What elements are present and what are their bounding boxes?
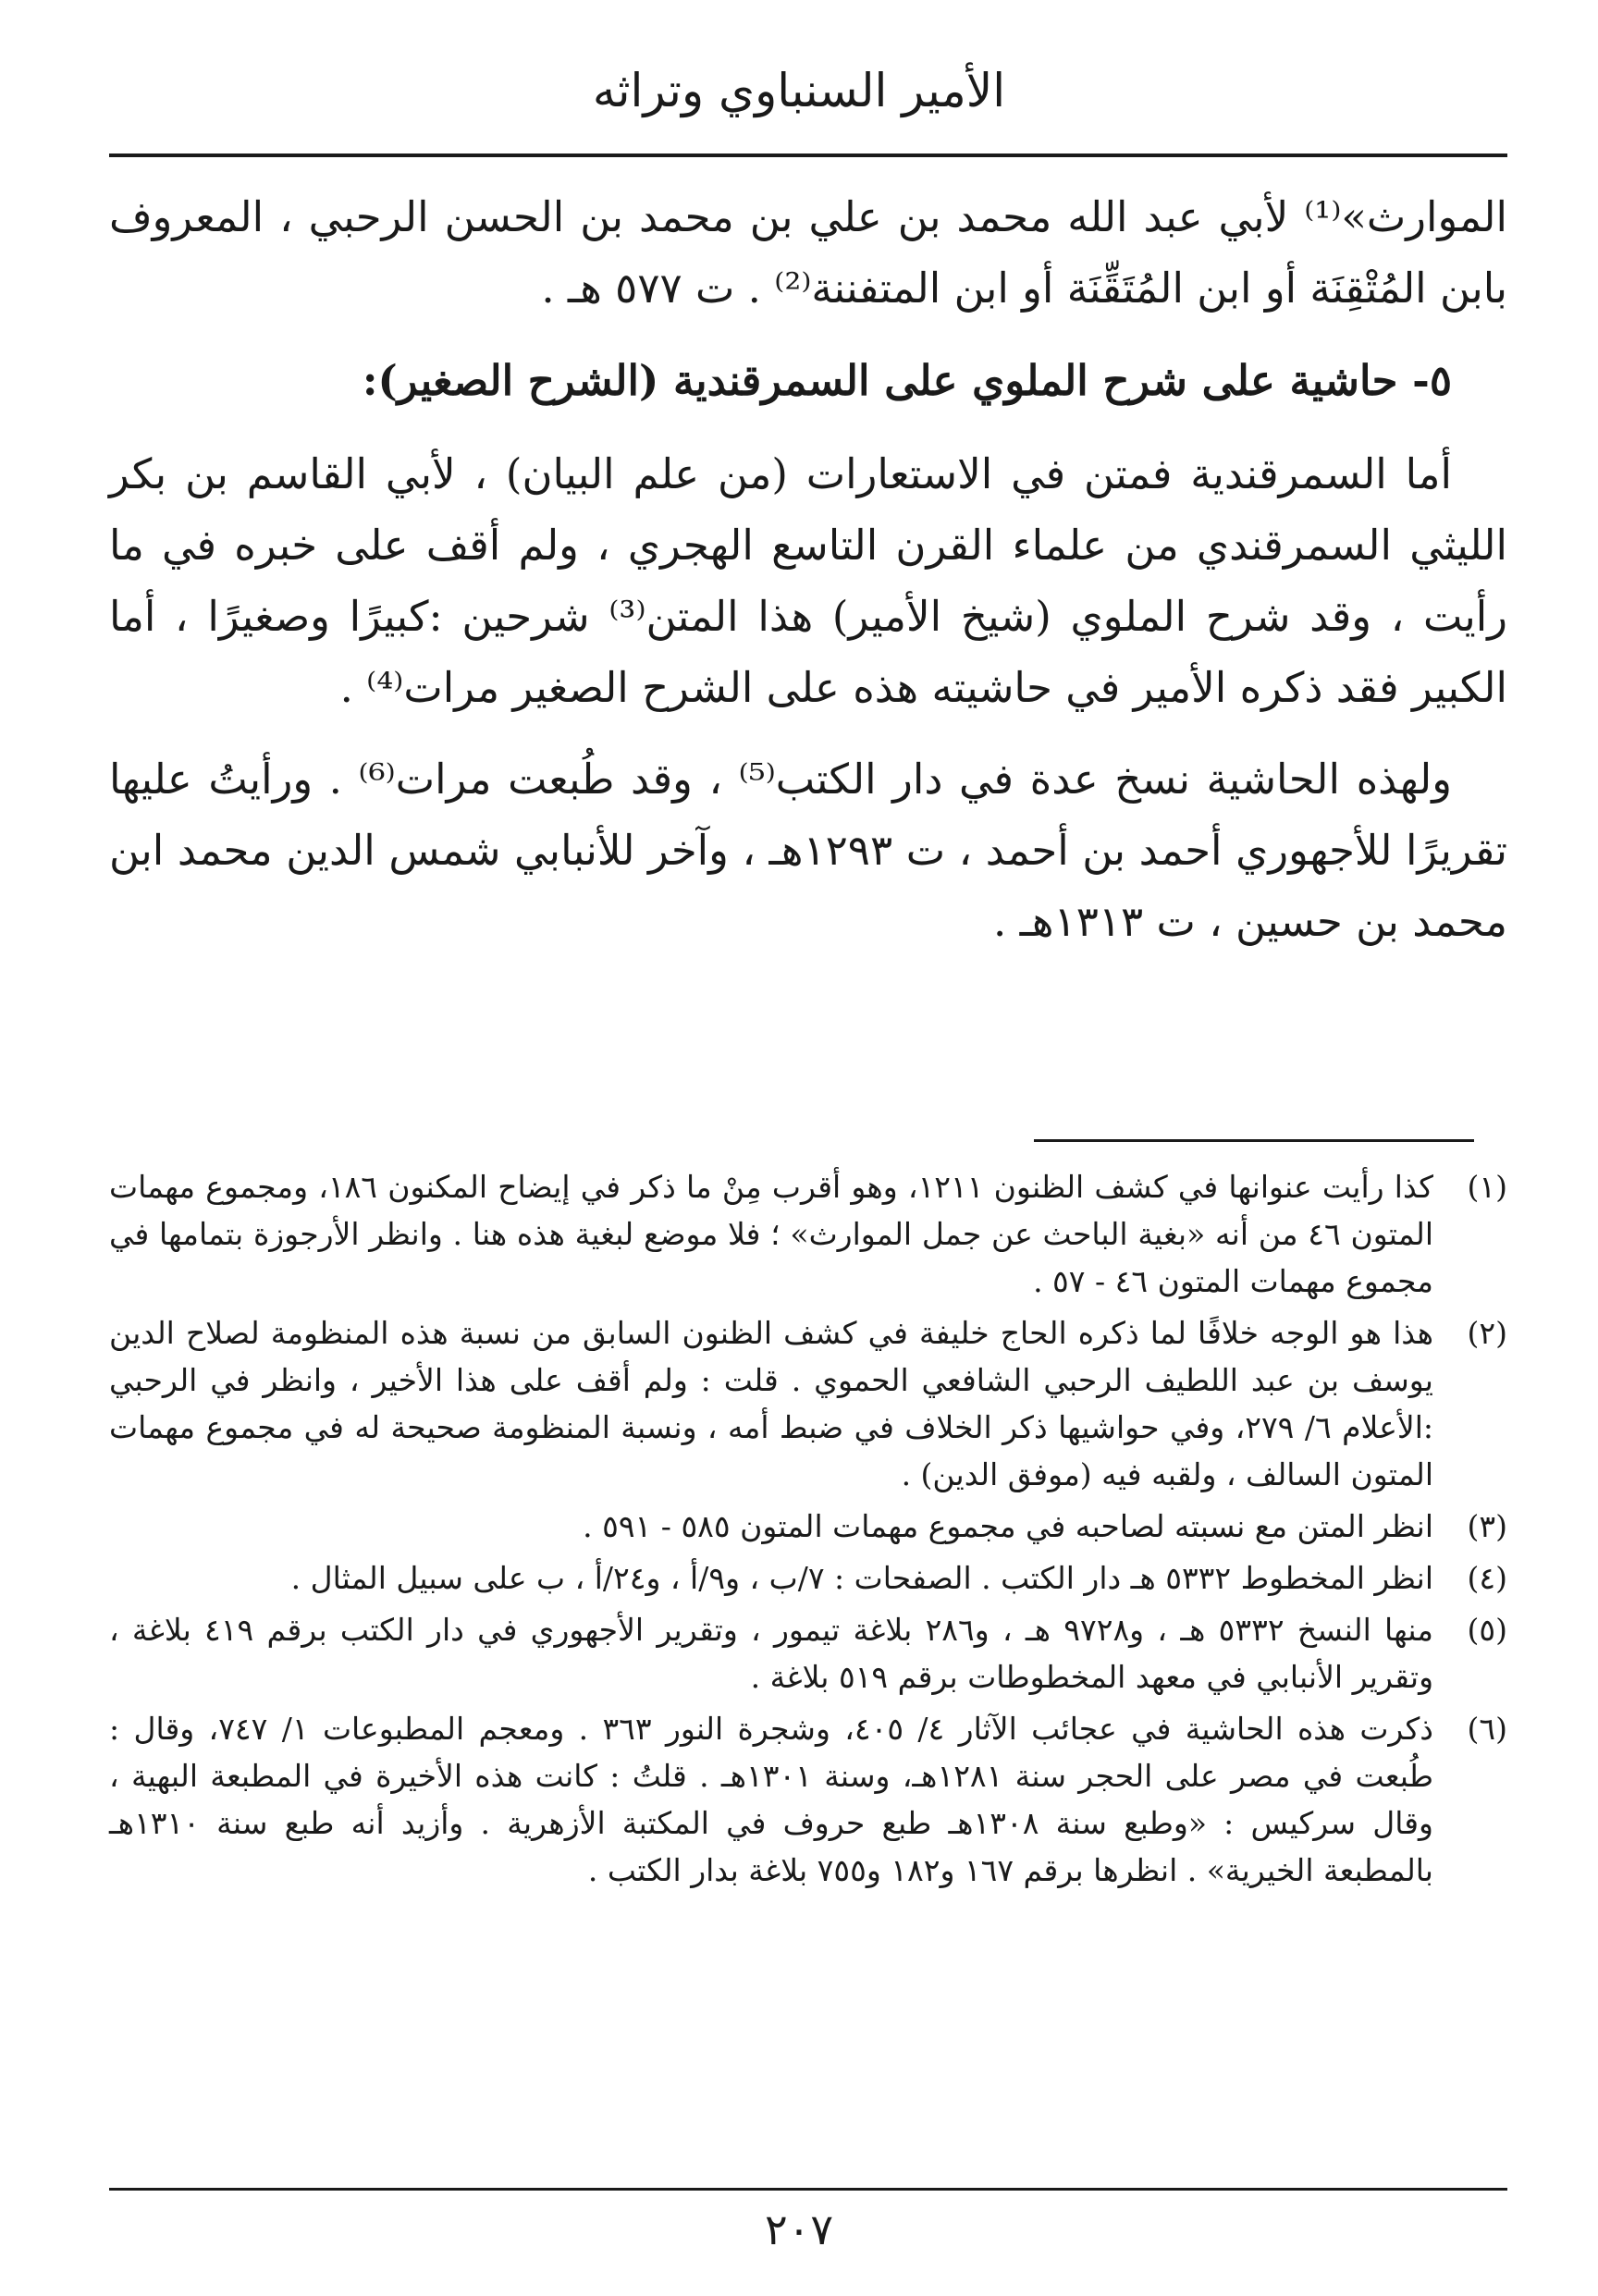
header-rule bbox=[109, 153, 1507, 157]
footnote-text: انظر المخطوط ٥٣٣٢ هـ دار الكتب . الصفحات : ٧/ب ، و٩/أ ، و٢٤/أ ، ب على سبيل المثال . bbox=[290, 1560, 1433, 1596]
footnote-number: (٥) bbox=[1467, 1612, 1507, 1648]
footnote-text: كذا رأيت عنوانها في كشف الظنون ١٢١١، وهو أقرب مِنْ ما ذكر في إيضاح المكنون ١٨٦، ومجموع مهمات المتون ٤٦ من أنه «بغية الباحث عن جمل الموارث» ؛ فلا موضع لبغية هذه هنا . وانظر الأرجوزة بتمامها في مجموع مهمات المتون ٤٦ - ٥٧ . bbox=[109, 1169, 1433, 1299]
section-heading: ٥- حاشية على شرح الملوي على السمرقندية (الشرح الصغير): bbox=[362, 356, 1452, 405]
footnote-text: هذا هو الوجه خلافًا لما ذكره الحاج خليفة في كشف الظنون السابق من نسبة هذه المنظومة لصلاح الدين يوسف بن عبد اللطيف الرحبي الشافعي الحموي . قلت : ولم أقف على هذا الأخير ، وانظر في الرحبي :الأعلام ٦/ ٢٧٩، وفي حواشيها ذكر الخلاف في ضبط أمه ، ونسبة المنظومة صحيحة له في مجموع مهمات المتون السالف ، ولقبه فيه (موفق الدين) . bbox=[109, 1315, 1433, 1492]
footnote-4 bbox=[109, 1554, 1507, 1602]
footnote-text: انظر المتن مع نسبته لصاحبه في مجموع مهمات المتون ٥٨٥ - ٥٩١ . bbox=[583, 1508, 1433, 1544]
page-number: ٢٠٧ bbox=[764, 2204, 834, 2254]
body-paragraph-1: الموارث»⁽¹⁾ لأبي عبد الله محمد بن علي بن محمد بن الحسن الرحبي ، المعروف بابن المُتْقِنَة أو ابن المُتَقِّنَة أو ابن المتفننة⁽²⁾ . ت ٥٧٧ هـ . bbox=[109, 192, 1507, 313]
footnote-number: (١) bbox=[1467, 1169, 1507, 1205]
running-title: الأمير السنباوي وتراثه bbox=[592, 64, 1006, 117]
main-text bbox=[109, 181, 1507, 977]
footnote-text: ذكرت هذه الحاشية في عجائب الآثار ٤/ ٤٠٥، وشجرة النور ٣٦٣ . ومعجم المطبوعات ١/ ٧٤٧، وقال : طُبعت في مصر على الحجر سنة ١٢٨١هـ، وسنة ١٣٠١هـ . قلتُ : كانت هذه الأخيرة في المطبعة البهية ، وقال سركيس : «وطبع سنة ١٣٠٨هـ طبع حروف في المكتبة الأزهرية . وأزيد أنه طبع سنة ١٣١٠هـ بالمطبعة الخيرية» . انظرها برقم ١٦٧ و١٨٢ و٧٥٥ بلاغة بدار الكتب . bbox=[109, 1711, 1434, 1888]
footnote-1 bbox=[109, 1163, 1507, 1305]
footnote-3 bbox=[109, 1503, 1507, 1550]
footnote-text: منها النسخ ٥٣٣٢ هـ ، و٩٧٢٨ هـ ، و٢٨٦ بلاغة تيمور ، وتقرير الأجهوري في دار الكتب برقم ٤١٩ بلاغة ، وتقرير الأنبابي في معهد المخطوطات برقم ٥١٩ بلاغة . bbox=[109, 1612, 1433, 1695]
footnotes bbox=[109, 1163, 1507, 1898]
footnote-5 bbox=[109, 1606, 1507, 1701]
body-paragraph-2: أما السمرقندية فمتن في الاستعارات (من علم البيان) ، لأبي القاسم بن بكر الليثي السمرقندي من علماء القرن التاسع الهجري ، ولم أقف على خبره في ما رأيت ، وقد شرح الملوي (شيخ الأمير) هذا المتن⁽³⁾ شرحين :كبيرًا وصغيرًا ، أما الكبير فقد ذكره الأمير في حاشيته هذه على الشرح الصغير مرات⁽⁴⁾ . bbox=[109, 449, 1507, 712]
body-paragraph-3: ولهذه الحاشية نسخ عدة في دار الكتب⁽⁵⁾ ، وقد طُبعت مرات⁽⁶⁾ . ورأيتُ عليها تقريرًا للأجهوري أحمد بن أحمد ، ت ١٢٩٣هـ ، وآخر للأنبابي شمس الدين محمد ابن محمد بن حسين ، ت ١٣١٣هـ . bbox=[109, 755, 1507, 946]
footnote-number: (٢) bbox=[1467, 1315, 1507, 1351]
footnote-number: (٦) bbox=[1467, 1711, 1507, 1747]
footnote-6 bbox=[109, 1705, 1507, 1894]
footer-rule bbox=[109, 2188, 1507, 2191]
footnote-2 bbox=[109, 1309, 1507, 1498]
footnote-number: (٤) bbox=[1467, 1560, 1507, 1596]
footnote-number: (٣) bbox=[1467, 1508, 1507, 1544]
footnote-separator bbox=[1034, 1139, 1474, 1142]
